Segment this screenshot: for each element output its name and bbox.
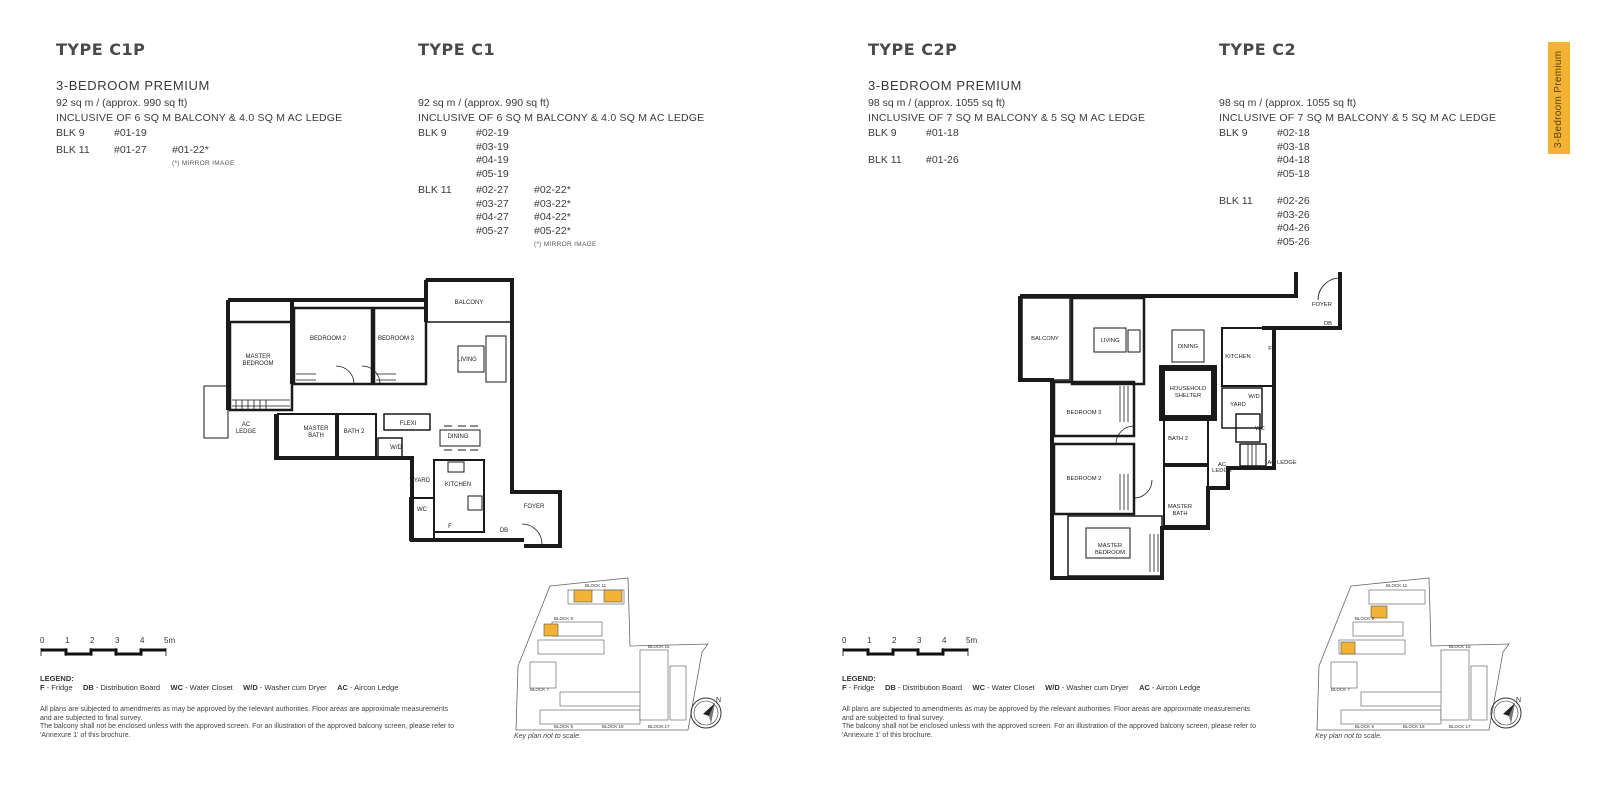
- label-ac-ledge-2: LEDGE: [235, 429, 257, 435]
- disclaimer-left: [40, 706, 460, 740]
- c1p-inclusive: INCLUSIVE OF 6 SQ M BALCONY & 4.0 SQ M AC LEDGE: [56, 112, 343, 124]
- c2-blk11-label: BLK 11: [1219, 195, 1253, 207]
- floor-plan-c1: [196, 270, 576, 555]
- scale-tick: 2: [892, 636, 897, 645]
- scale-graphic: [40, 648, 170, 656]
- unit-number: #02-22*: [534, 184, 571, 196]
- keyplan-block15: BLOCK 15: [648, 644, 670, 649]
- legend-abbr: F: [842, 683, 847, 692]
- keyplan-block11: BLOCK 11: [1386, 583, 1408, 588]
- scale-bar-right: [842, 636, 982, 660]
- label-bath2: BATH 2: [343, 429, 365, 435]
- c1p-blk9-label: BLK 9: [56, 127, 85, 139]
- legend-text: - Fridge: [44, 683, 73, 692]
- legend-abbr: WC: [972, 683, 985, 692]
- c1-blk11-label: BLK 11: [418, 184, 452, 196]
- label-db: DB: [499, 528, 509, 534]
- compass-north: N: [716, 697, 722, 704]
- legend-text: - Aircon Ledge: [1149, 683, 1201, 692]
- unit-number: #05-18: [1277, 167, 1310, 180]
- c2p-blk11-unit: #01-26: [926, 154, 959, 166]
- c2-inclusive: INCLUSIVE OF 7 SQ M BALCONY & 5 SQ M AC LEDGE: [1219, 112, 1497, 124]
- keyplan-block19: BLOCK 19: [602, 724, 624, 729]
- legend-text: - Washer cum Dryer: [1059, 683, 1129, 692]
- unit-number: #05-27: [476, 224, 509, 237]
- c1p-blk11-label: BLK 11: [56, 144, 90, 156]
- legend-text: - Distribution Board: [93, 683, 161, 692]
- label-balcony: BALCONY: [454, 300, 484, 306]
- label-master-bath-1: MASTER: [303, 426, 329, 432]
- label-bedroom2: BEDROOM 2: [309, 336, 347, 342]
- legend-text: - Washer cum Dryer: [257, 683, 327, 692]
- legend-abbr: DB: [82, 683, 94, 692]
- c2-blk9-units: [1277, 127, 1310, 181]
- legend-text: - Distribution Board: [895, 683, 963, 692]
- unit-number: #05-26: [1277, 235, 1310, 248]
- type-c1-title: TYPE C1: [418, 40, 496, 59]
- label-ac-ledge-2: LEDGE: [1212, 468, 1232, 474]
- unit-number: #05-22*: [534, 224, 571, 237]
- unit-number: #04-18: [1277, 154, 1310, 166]
- label-bedroom2: BEDROOM 2: [1066, 476, 1102, 482]
- label-master-bath-2: BATH: [308, 433, 324, 439]
- c2-blk9-label: BLK 9: [1219, 127, 1248, 139]
- label-db: DB: [1323, 321, 1333, 327]
- keyplan-block7: BLOCK 7: [1331, 687, 1351, 692]
- legend-abbr: AC: [1139, 683, 1150, 692]
- section-side-tab: [1548, 42, 1570, 154]
- label-master-bath-1: MASTER: [1167, 504, 1193, 510]
- legend-abbr: W/D: [1045, 683, 1060, 692]
- c1-blk9-units: [476, 127, 509, 181]
- disclaimer-right: [842, 706, 1262, 740]
- legend-row: [842, 683, 1200, 692]
- keyplan-block5: BLOCK 5: [1355, 724, 1375, 729]
- c1p-subtitle: 3-BEDROOM PREMIUM: [56, 78, 210, 93]
- unit-number: #02-27: [476, 184, 509, 196]
- label-household-2: SHELTER: [1174, 393, 1202, 399]
- label-household-1: HOUSEHOLD: [1169, 386, 1207, 392]
- type-c2-title: TYPE C2: [1219, 40, 1297, 59]
- label-ac-ledge-1: AC: [241, 422, 251, 428]
- c1-area: 92 sq m / (approx. 990 sq ft): [418, 97, 550, 109]
- unit-number: #03-19: [476, 140, 509, 153]
- legend-text: - Fridge: [846, 683, 875, 692]
- label-master-bedroom-1: MASTER: [245, 354, 271, 360]
- label-f: F: [1268, 346, 1272, 352]
- label-ac-ledge-small: AC LEDGE: [1267, 460, 1297, 466]
- unit-number: #03-18: [1277, 140, 1310, 153]
- keyplan-highlight: [574, 590, 592, 602]
- keyplan-block17: BLOCK 17: [648, 724, 670, 729]
- c2p-area: 98 sq m / (approx. 1055 sq ft): [868, 97, 1006, 109]
- label-wc: WC: [417, 507, 427, 513]
- scale-tick: 3: [115, 636, 120, 645]
- unit-number: #02-19: [476, 127, 509, 139]
- disclaimer-line: The balcony shall not be enclosed unless with the approved screen. For an illustration of the approved balcony screen, please refer to 'Annexure 1' of this brochure.: [40, 723, 455, 739]
- disclaimer-line: All plans are subjected to amendments as may be approved by the relevant authorities. Floor areas are approximate measurements and are subjected to final survey.: [842, 706, 1251, 722]
- label-wd: W/D: [390, 445, 402, 451]
- compass-north: N: [1516, 697, 1522, 704]
- keyplan-block9: BLOCK 9: [1355, 616, 1375, 621]
- unit-number: #03-27: [476, 197, 509, 210]
- scale-tick: 1: [65, 636, 70, 645]
- c2p-subtitle: 3-BEDROOM PREMIUM: [868, 78, 1022, 93]
- unit-number: #03-22*: [534, 197, 571, 210]
- c2p-blk9-label: BLK 9: [868, 127, 897, 139]
- scale-graphic: [842, 648, 972, 656]
- c1p-blk11-mirror-unit: #01-22*: [172, 144, 209, 156]
- label-f: F: [448, 524, 452, 530]
- side-tab-label: 3-Bedroom Premium: [1553, 50, 1564, 148]
- label-ac-ledge-1: AC: [1217, 462, 1227, 468]
- scale-tick: 5m: [966, 636, 978, 645]
- legend-abbr: DB: [884, 683, 896, 692]
- c1p-blk9-unit: #01-19: [114, 127, 147, 139]
- unit-number: #02-18: [1277, 127, 1310, 139]
- label-bedroom3: BEDROOM 3: [1066, 410, 1102, 416]
- c2p-blk9-unit: #01-18: [926, 127, 959, 139]
- label-bedroom3: BEDROOM 3: [377, 336, 415, 342]
- c2-area: 98 sq m / (approx. 1055 sq ft): [1219, 97, 1357, 109]
- legend-abbr: WC: [170, 683, 183, 692]
- compass-icon: [689, 694, 725, 730]
- legend-abbr: F: [40, 683, 45, 692]
- scale-tick: 5m: [164, 636, 176, 645]
- unit-number: #05-19: [476, 167, 509, 180]
- keyplan-note-left: Key plan not to scale.: [514, 733, 581, 740]
- c2p-inclusive: INCLUSIVE OF 7 SQ M BALCONY & 5 SQ M AC LEDGE: [868, 112, 1146, 124]
- c1-blk11-units: [476, 184, 509, 238]
- floor-plan-c2: [1012, 266, 1382, 586]
- keyplan-block19: BLOCK 19: [1403, 724, 1425, 729]
- scale-tick: 4: [942, 636, 947, 645]
- label-wd: W/D: [1248, 394, 1260, 400]
- compass-icon: [1489, 694, 1525, 730]
- keyplan-block11: BLOCK 11: [585, 583, 607, 588]
- scale-tick: 1: [867, 636, 872, 645]
- type-c1p-title: TYPE C1P: [56, 40, 146, 59]
- scale-tick: 2: [90, 636, 95, 645]
- label-kitchen: KITCHEN: [444, 482, 472, 488]
- label-yard: YARD: [1230, 402, 1246, 408]
- label-kitchen: KITCHEN: [1225, 354, 1251, 360]
- keyplan-block17: BLOCK 17: [1449, 724, 1471, 729]
- c2-blk11-units: [1277, 195, 1310, 249]
- label-foyer: FOYER: [523, 504, 545, 510]
- c1-blk9-label: BLK 9: [418, 127, 447, 139]
- disclaimer-line: The balcony shall not be enclosed unless with the approved screen. For an illustration of the approved balcony screen, please refer to 'Annexure 1' of this brochure.: [842, 723, 1257, 739]
- label-wc: WC: [1255, 426, 1265, 432]
- label-master-bedroom-2: BEDROOM: [242, 361, 274, 367]
- label-flexi: FLEXI: [399, 421, 417, 427]
- c1-blk11-mirror-units: [534, 184, 571, 238]
- c1-inclusive: INCLUSIVE OF 6 SQ M BALCONY & 4.0 SQ M AC LEDGE: [418, 112, 705, 124]
- legend-text: - Water Closet: [183, 683, 233, 692]
- unit-number: #04-22*: [534, 211, 571, 223]
- label-balcony: BALCONY: [1031, 336, 1059, 342]
- unit-number: #03-26: [1277, 208, 1310, 221]
- legend-text: - Aircon Ledge: [347, 683, 399, 692]
- label-master-bath-2: BATH: [1172, 511, 1188, 517]
- keyplan-block5: BLOCK 5: [554, 724, 574, 729]
- keyplan-block15: BLOCK 15: [1449, 644, 1471, 649]
- label-master-bedroom-1: MASTER: [1097, 543, 1123, 549]
- label-master-bedroom-2: BEDROOM: [1095, 550, 1125, 556]
- unit-number: #04-26: [1277, 222, 1310, 234]
- unit-number: #02-26: [1277, 195, 1310, 207]
- label-living: LIVING: [1100, 338, 1120, 344]
- unit-number: #04-19: [476, 154, 509, 166]
- legend-title: LEGEND:: [842, 674, 876, 683]
- c1p-blk11-unit: #01-27: [114, 144, 147, 156]
- legend-title: LEGEND:: [40, 674, 74, 683]
- keyplan-highlight: [1341, 642, 1355, 654]
- legend-abbr: W/D: [243, 683, 258, 692]
- c1p-area: 92 sq m / (approx. 990 sq ft): [56, 97, 188, 109]
- c1p-mirror-note: (*) MIRROR IMAGE: [172, 160, 235, 167]
- scale-tick: 3: [917, 636, 922, 645]
- label-dining: DINING: [447, 434, 469, 440]
- scale-tick: 0: [842, 636, 847, 645]
- legend-text: - Water Closet: [985, 683, 1035, 692]
- scale-bar-left: [40, 636, 180, 660]
- type-c2p-title: TYPE C2P: [868, 40, 958, 59]
- label-dining: DINING: [1177, 344, 1199, 350]
- label-living: LIVING: [457, 357, 477, 363]
- keyplan-block9: BLOCK 9: [554, 616, 574, 621]
- keyplan-highlight: [604, 590, 622, 602]
- keyplan-highlight: [544, 624, 558, 636]
- keyplan-note-right: Key plan not to scale.: [1315, 733, 1382, 740]
- label-bath2: BATH 2: [1168, 436, 1188, 442]
- legend-row: [40, 683, 398, 692]
- c1-mirror-note: (*) MIRROR IMAGE: [534, 241, 597, 248]
- legend-abbr: AC: [337, 683, 348, 692]
- scale-tick: 0: [40, 636, 45, 645]
- label-yard: YARD: [413, 478, 431, 484]
- scale-tick: 4: [140, 636, 145, 645]
- keyplan-block7: BLOCK 7: [530, 687, 550, 692]
- unit-number: #04-27: [476, 211, 509, 223]
- disclaimer-line: All plans are subjected to amendments as may be approved by the relevant authorities. Floor areas are approximate measurements and are subjected to final survey.: [40, 706, 449, 722]
- label-foyer: FOYER: [1312, 302, 1332, 308]
- c2p-blk11-label: BLK 11: [868, 154, 902, 166]
